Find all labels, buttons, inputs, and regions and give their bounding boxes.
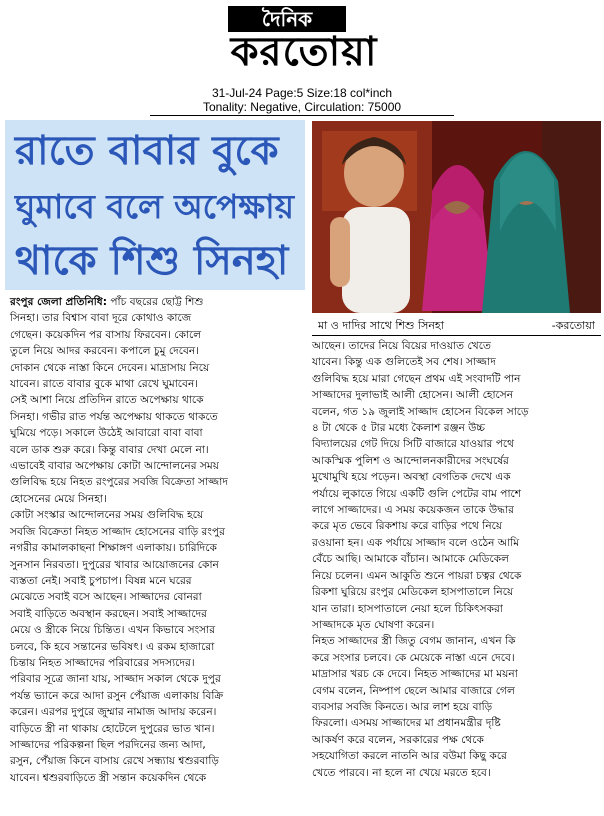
article-line: সহযোগিতা করলে নাতনি আর বউমা কিছু করে [312,750,507,763]
article-line: তুলে নিয়ে আদর করবেন। কপালে চুমু দেবেন। [10,345,199,358]
headline-line: থাকে শিশু সিনহা [15,238,289,284]
article-line: সেই আশা নিয়ে প্রতিদিন রাতে অপেক্ষায় থাকে [10,394,204,407]
article-line: ব্যস্ততা নেই। সবাই চুপচাপ। বিষন্ন মনে ঘরের [10,574,192,587]
headline-line: ঘুমাবে বলে অপেক্ষায় [15,187,295,226]
masthead-divider [150,115,454,116]
article-line: যাবেন। কিন্তু এক গুলিতেই সব শেষ। সাজ্জাদ [312,356,496,369]
headline-line: রাতে বাবার বুকে [15,128,279,174]
article-body-right-column [312,338,602,781]
article-line: বেঁচে আছি। আমাকে বাঁচান। আমাকে মেডিকেল [312,553,510,566]
article-line: সিনহা। গভীর রাত পর্যন্ত অপেক্ষায় থাকতে থাকতে [10,410,218,423]
article-line: ফিরলো। এসময় সাজ্জাদের মা প্রধানমন্ত্রীর দৃষ্টি [312,717,501,730]
photo-credit: -করতোয়া [551,319,595,332]
article-line: আকর্ষণ করে বলেন, সরকারের পক্ষ থেকে [312,733,484,746]
family-photo-illustration [312,121,601,313]
article-line: গুলিবিদ্ধ হয়ে মারা গেছেন প্রথম এই সংবাদটি পান [312,372,521,385]
article-line: সিনহা। তার বিশ্বাস বাবা দূরে কোথাও কাজে [10,312,192,325]
article-line: এভাবেই বাবার অপেক্ষায় কোটা আন্দোলনের সময় [10,460,220,473]
article-line: ঘুমিয়ে পড়ে। সকালে উঠেই আবারো বাবা বাবা [10,427,203,440]
article-line: গুলিবিদ্ধ হয়ে নিহত রংপুরের সবজি বিক্রেতা সাজ্জাদ [10,476,228,489]
article-line: সুনসান নিরবতা। দুপুরের খাবার আয়োজনের কোন [10,558,219,571]
article-line: মেয়ে ও স্ত্রীকে নিয়ে চিন্তিত। এখন কিভাবে সংসার [10,624,216,637]
article-line: সবজি বিক্রেতা নিহত সাজ্জাদ হোসেনের বাড়ি রংপুর [10,525,225,538]
article-line: রওয়ানা হন। এক পর্যায়ে সাজ্জাদ বলে ওঠেন আমি [312,536,520,549]
article-line: পর্যায়ে লুকাতে গিয়ে একটি গুলি পেটের বাম পাশে [312,487,522,500]
article-byline: রংপুর জেলা প্রতিনিধি: [10,296,107,308]
article-line: রিকশা ঘুরিয়ে রংপুর মেডিকেল হাসপাতালে নিয়ে [312,586,514,599]
article-line: যাবেন। রাতে বাবার বুকে মাথা রেখে ঘুমাবেন। [10,378,199,391]
article-line: দোকান থেকে নাস্তা কিনে দেবেন। মাদ্রাসায় নিয়ে [10,361,210,374]
article-line: পর্যন্ত ভ্যানে করে আদা রসুন পেঁয়াজ এলাকায় বিক্রি [10,689,224,702]
article-line: নিয়ে চলেন। এমন আকুতি শুনে পায়রা চত্বর থেকে [312,569,522,582]
article-line: মেঝেতে সবাই বসে আছেন। সাজ্জাদের বোনরা [10,591,202,604]
article-line: আছেন। তাদের নিয়ে বিয়ের দাওয়াত খেতে [312,340,491,352]
article-line: সাজ্জাদের দুলাভাই আলী হোসেন। আলী হোসেন [312,389,514,402]
clip-meta-date-page: 31-Jul-24 Page:5 Size:18 col*inch [211,86,393,100]
article-line: বিদ্যালয়ের গেট দিয়ে সিটি বাজারে যাওয়ার পথে [312,438,515,451]
article-line: ৪ টা থেকে ৫ টার মধ্যে কৈলাশ রঞ্জন উচ্চ [312,422,486,435]
masthead [0,0,604,118]
article-line: বলে ডাক শুরু করে। কিন্তু বাবার দেখা মেলে না। [10,443,209,456]
article-line: ব্যবসার সবজি কিনতে। আর লাশ হয়ে বাড়ি [312,700,493,713]
article-line: গেছেন। কয়েকদিন পর বাসায় ফিরবেন। কোলে [10,328,202,341]
article-line: সবাই বাড়িতে অবস্থান করছেন। সবাই সাজ্জাদের [10,607,207,620]
article-body-left-column [10,294,308,786]
article-line: কোটা সংস্কার আন্দোলনের সময় গুলিবিদ্ধ হয়ে [10,509,204,522]
article-line: রসুন, পেঁয়াজ কিনে বাসায় রেখে সন্ধ্যায় শ্বশুরবাড়ি [10,755,219,768]
article-line: মাদ্রাসার খরচ কে দেবে। নিহত সাজ্জাদের মা ময়না [312,668,518,681]
article-line: করে মৃত ভেবে রিকশায় করে বাড়ির পথে নিয়ে [312,520,503,533]
article-line: বাড়িতে স্ত্রী না থাকায় হোটেলে দুপুরের ভাত খান। [10,722,215,735]
article-line: মুখোমুখি হয়ে পড়েন। অবস্থা বেগতিক দেখে এক [312,471,511,484]
article-line: বলেন, গত ১৯ জুলাই সাজ্জাদ হোসেন বিকেল সাড়ে [312,405,529,418]
photo-caption: মা ও দাদির সাথে শিশু সিনহা [318,319,444,332]
article-line: বেগম বলেন, নিষ্পাপ ছেলে আমার বাজারে গেল [312,684,515,697]
article-photo [312,121,601,313]
article-line: করেন। এরপর দুপুরে জুম্মার নামাজ আদায় করেন। [10,706,217,719]
article-line: যান তারা। হাসপাতালে নেয়া হলে চিকিৎসকরা [312,602,503,615]
clip-meta-tonality: Tonality: Negative, Circulation: 75000 [202,100,402,114]
newspaper-logo-top: দৈনিক [228,6,346,32]
article-line: পরিবার সূত্রে জানা যায়, সাজ্জাদ সকাল থেকে দুপুর [10,673,221,686]
article-line: নিহত সাজ্জাদের স্ত্রী জিতু বেগম জানান, এখন কি [312,635,516,648]
article-headline [5,120,305,290]
article-line: হোসেনের মেয়ে সিনহা। [10,492,107,505]
article-line: চিন্তায় নিহত সাজ্জাদের পরিবারের সদস্যদের। [10,656,195,669]
article-line: যাবেন। শ্বশুরবাড়িতে স্ত্রী সন্তান কয়েকদিন থেকে [10,771,207,784]
article-line: রংপুর জেলা প্রতিনিধি: পাঁচ বছরের ছোট্ট শিশু [10,296,204,308]
article-line: লাগে সাজ্জাদের। এ সময় কয়েকজন তাকে উদ্ধার [312,504,514,517]
article-line: খেতে পারবে। না হলে না খেয়ে মরতে হবে। [312,766,491,779]
article-line: করে সংসার চলবে। কে মেয়েকে নাস্তা এনে দেবে। [312,651,515,664]
photo-caption-bar [312,316,601,336]
article-line: সাজ্জাদকে মৃত ঘোষণা করেন। [312,618,435,631]
article-line: সাজ্জাদের পরিকল্পনা ছিল পরদিনের জন্য আদা, [10,738,206,751]
article-line: আকস্মিক পুলিশ ও আন্দোলনকারীদের সংঘর্ষের [312,454,509,467]
newspaper-logo: করতোয়া [230,29,378,75]
article-line: নগরীর কামালকাছনা শিক্ষাঙ্গণ এলাকায়। চারিদিকে [10,542,217,555]
article-line: চলবে, কি হবে সন্তানের ভবিষৎ। এ রকম হাজারো [10,640,215,653]
